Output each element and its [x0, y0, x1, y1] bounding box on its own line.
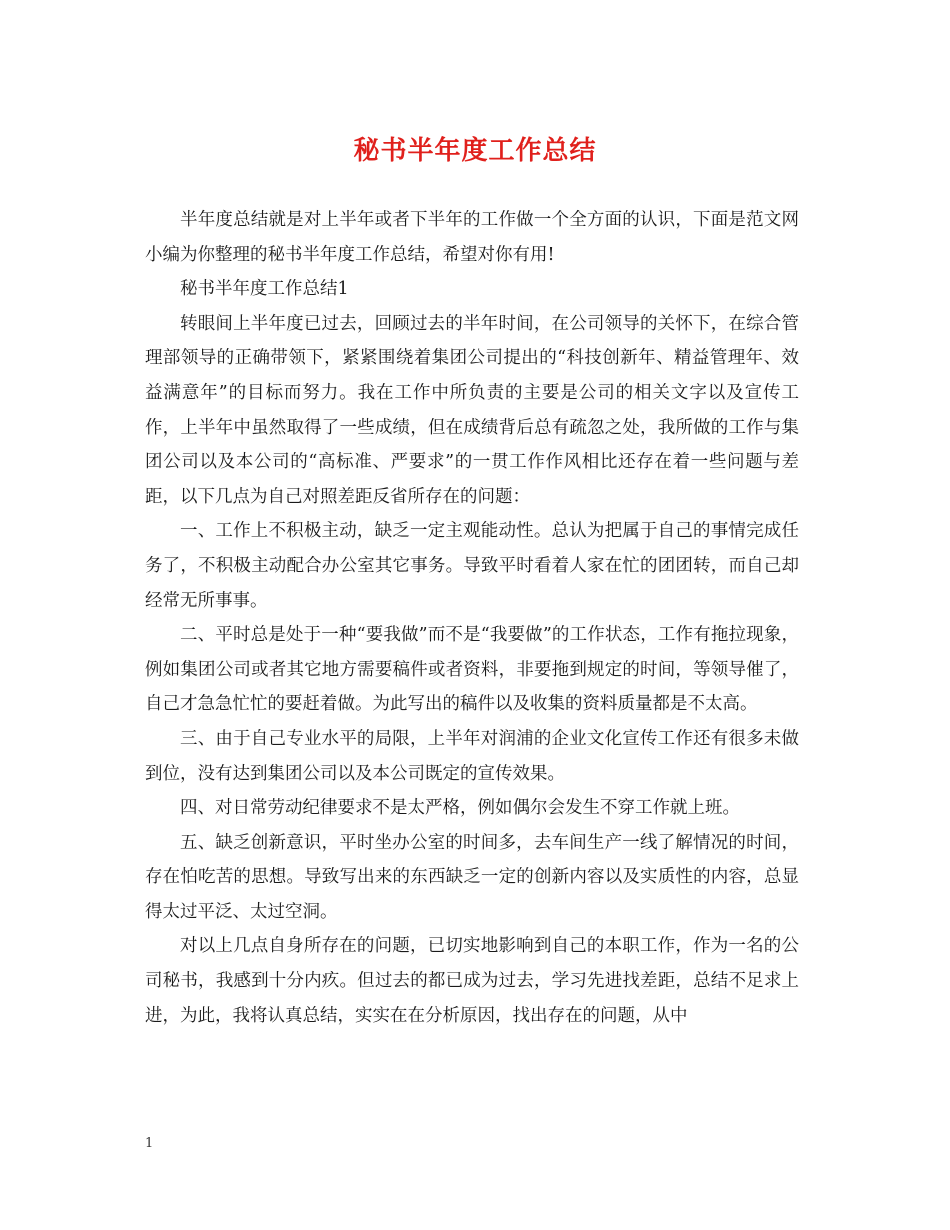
page-number: 1 — [145, 1136, 154, 1151]
body-paragraph: 一、工作上不积极主动，缺乏一定主观能动性。总认为把属于自己的事情完成任务了，不积极主动配合办公室其它事务。导致平时看着人家在忙的团团转，而自己却经常无所事事。 — [145, 521, 799, 611]
body-paragraph: 转眼间上半年度已过去，回顾过去的半年时间，在公司领导的关怀下，在综合管理部领导的正确带领下，紧紧围绕着集团公司提出的“科技创新年、精益管理年、效益满意年”的目标而努力。我在工作中所负责的主要是公司的相关文字以及宣传工作，上半年中虽然取得了一些成绩，但在成绩背后总有疏忽之处，我所做的工作与集团公司以及本公司的“高标准、严要求”的一贯工作作风相比还存在着一些问题与差距，以下几点为自己对照差距反省所存在的问题： — [145, 313, 799, 507]
body-paragraph: 二、平时总是处于一种“要我做”而不是“我要做”的工作状态，工作有拖拉现象，例如集团公司或者其它地方需要稿件或者资料，非要拖到规定的时间，等领导催了，自己才急急忙忙的要赶着做。为此写出的稿件以及收集的资料质量都是不太高。 — [145, 625, 799, 715]
body-paragraph: 五、缺乏创新意识，平时坐办公室的时间多，去车间生产一线了解情况的时间，存在怕吃苦的思想。导致写出来的东西缺乏一定的创新内容以及实质性的内容，总显得太过平泛、太过空洞。 — [145, 832, 799, 922]
body-paragraph: 三、由于自己专业水平的局限，上半年对润浦的企业文化宣传工作还有很多未做到位，没有达到集团公司以及本公司既定的宣传效果。 — [145, 728, 799, 784]
body-paragraph: 对以上几点自身所存在的问题，已切实地影响到自己的本职工作，作为一名的公司秘书，我感到十分内疚。但过去的都已成为过去，学习先进找差距，总结不足求上进，为此，我将认真总结，实实在在分析原因，找出存在的问题，从中 — [145, 936, 799, 1026]
section-heading: 秘书半年度工作总结1 — [180, 279, 349, 300]
document-body — [145, 203, 799, 1033]
body-paragraph: 四、对日常劳动纪律要求不是太严格，例如偶尔会发生不穿工作就上班。 — [180, 798, 740, 819]
document-title: 秘书半年度工作总结 — [353, 136, 597, 166]
intro-paragraph: 半年度总结就是对上半年或者下半年的工作做一个全方面的认识，下面是范文网小编为你整理的秘书半年度工作总结，希望对你有用! — [145, 210, 799, 265]
